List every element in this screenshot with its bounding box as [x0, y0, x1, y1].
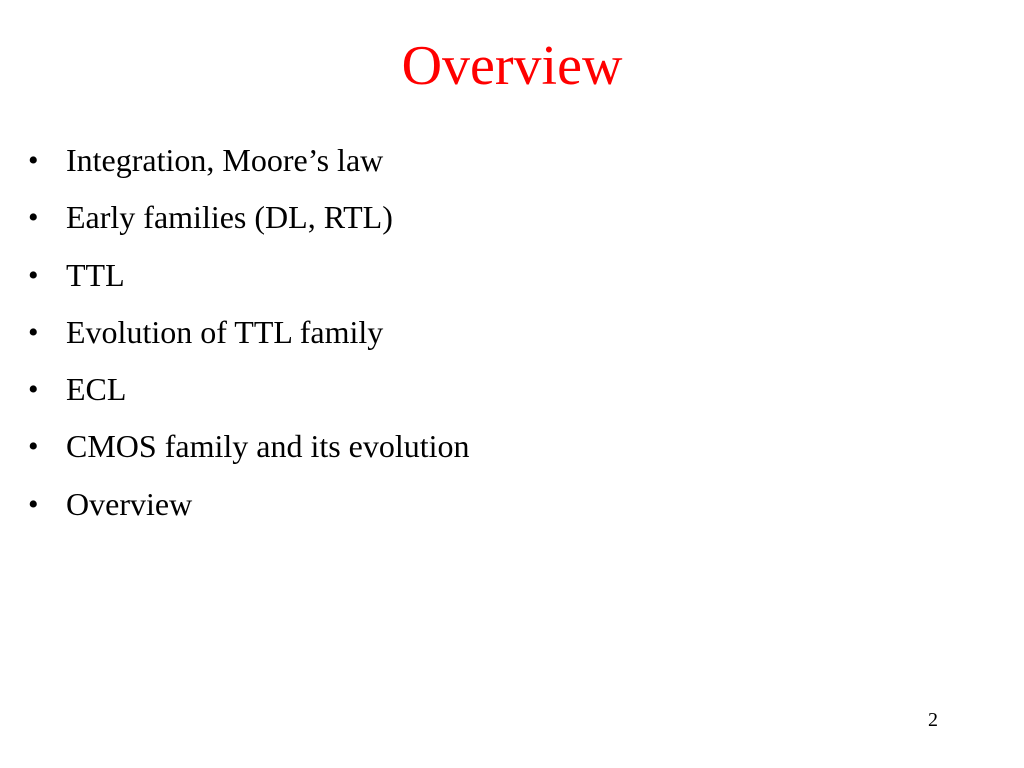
- bullet-icon: •: [28, 315, 39, 349]
- bullet-text: Overview: [66, 485, 193, 522]
- bullet-text: Integration, Moore’s law: [66, 142, 384, 178]
- bullet-text: ECL: [66, 371, 127, 408]
- bullet-icon: •: [28, 430, 39, 464]
- bullet-icon: •: [28, 144, 39, 177]
- slide-title: Overview: [401, 35, 623, 97]
- bullet-icon: •: [28, 258, 39, 292]
- bullet-text: Evolution of TTL family: [66, 313, 384, 350]
- bullet-icon: •: [28, 201, 39, 235]
- bullet-icon: •: [28, 373, 39, 407]
- bullet-text: TTL: [66, 256, 125, 293]
- page-number: 2: [928, 709, 938, 731]
- bullet-text: Early families (DL, RTL): [66, 199, 393, 236]
- bullet-text: CMOS family and its evolution: [66, 428, 470, 465]
- bullet-icon: •: [28, 487, 39, 521]
